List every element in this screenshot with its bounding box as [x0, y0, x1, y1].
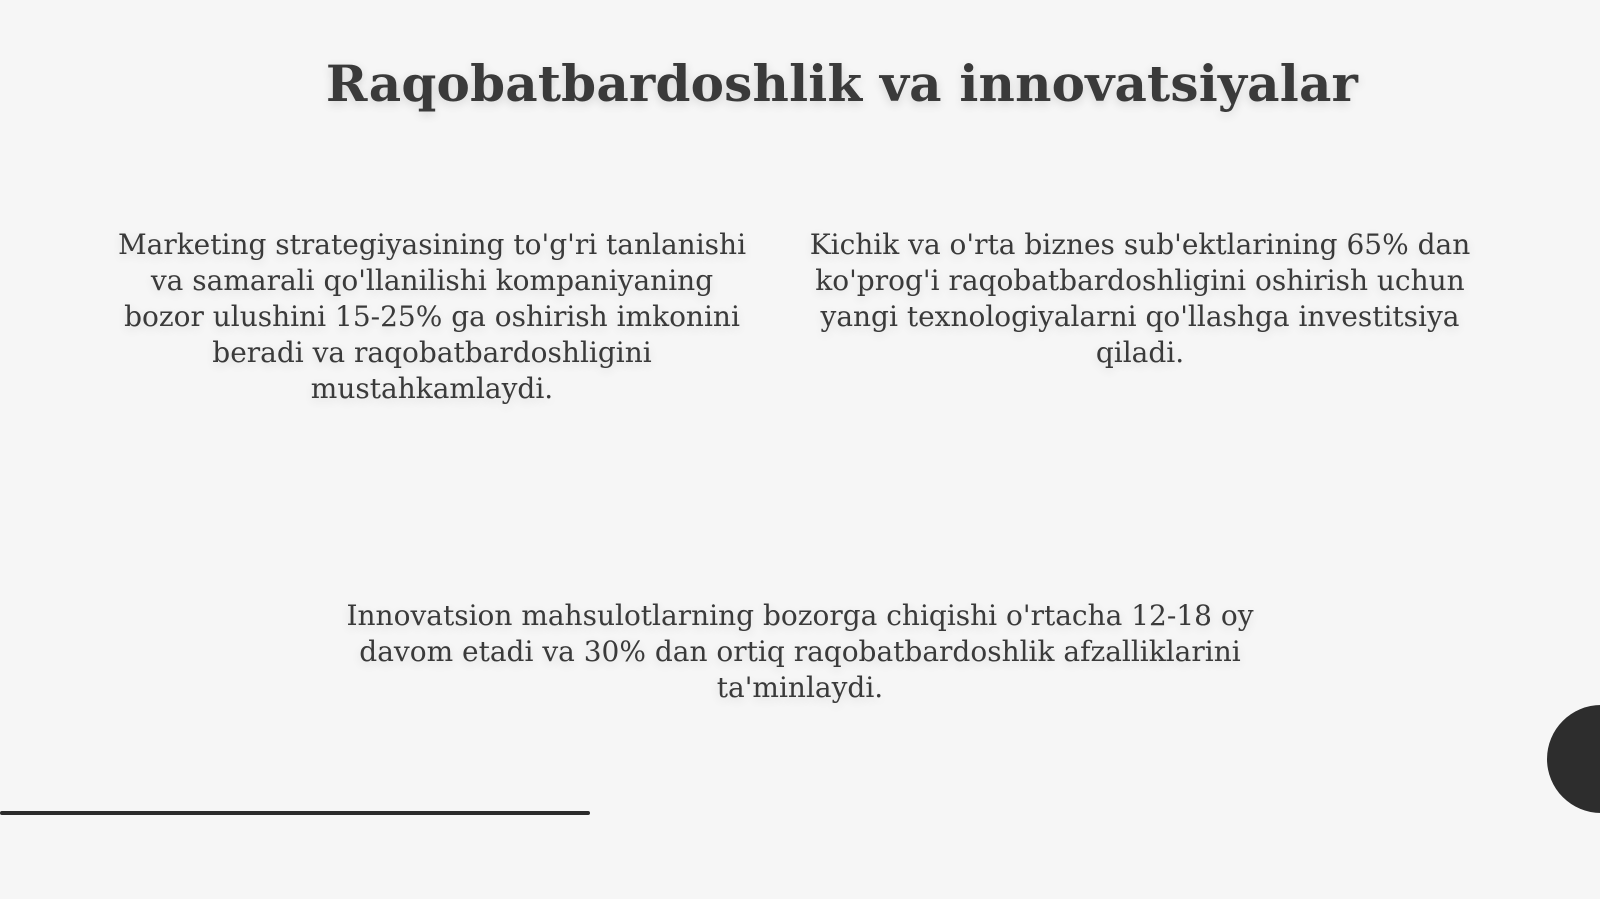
- text-line: bozor ulushini 15-25% ga oshirish imkonini: [124, 300, 740, 333]
- text-line: ta'minlaydi.: [716, 671, 884, 704]
- decorative-divider-line: [0, 811, 590, 815]
- text-block-innovation: [330, 598, 1270, 706]
- slide-title: Raqobatbardoshlik va innovatsiyalar: [325, 54, 1359, 113]
- text-block-small-business: [802, 227, 1478, 371]
- text-line: va samarali qo'llanilishi kompaniyaning: [150, 264, 714, 297]
- text-line: yangi texnologiyalarni qo'llashga investitsiya: [820, 300, 1460, 333]
- text-line: beradi va raqobatbardoshligini: [212, 336, 652, 369]
- text-line: Marketing strategiyasining to'g'ri tanlanishi: [117, 228, 747, 261]
- text-line: Innovatsion mahsulotlarning bozorga chiqishi o'rtacha 12-18 oy: [346, 599, 1254, 632]
- text-line: mustahkamlaydi.: [310, 372, 554, 405]
- text-block-marketing: [112, 227, 752, 407]
- decorative-half-circle: [1547, 705, 1600, 813]
- text-line: ko'prog'i raqobatbardoshligini oshirish uchun: [815, 264, 1465, 297]
- text-line: davom etadi va 30% dan ortiq raqobatbardoshlik afzalliklarini: [359, 635, 1241, 668]
- text-line: Kichik va o'rta biznes sub'ektlarining 65% dan: [809, 228, 1471, 261]
- text-line: qiladi.: [1095, 336, 1185, 369]
